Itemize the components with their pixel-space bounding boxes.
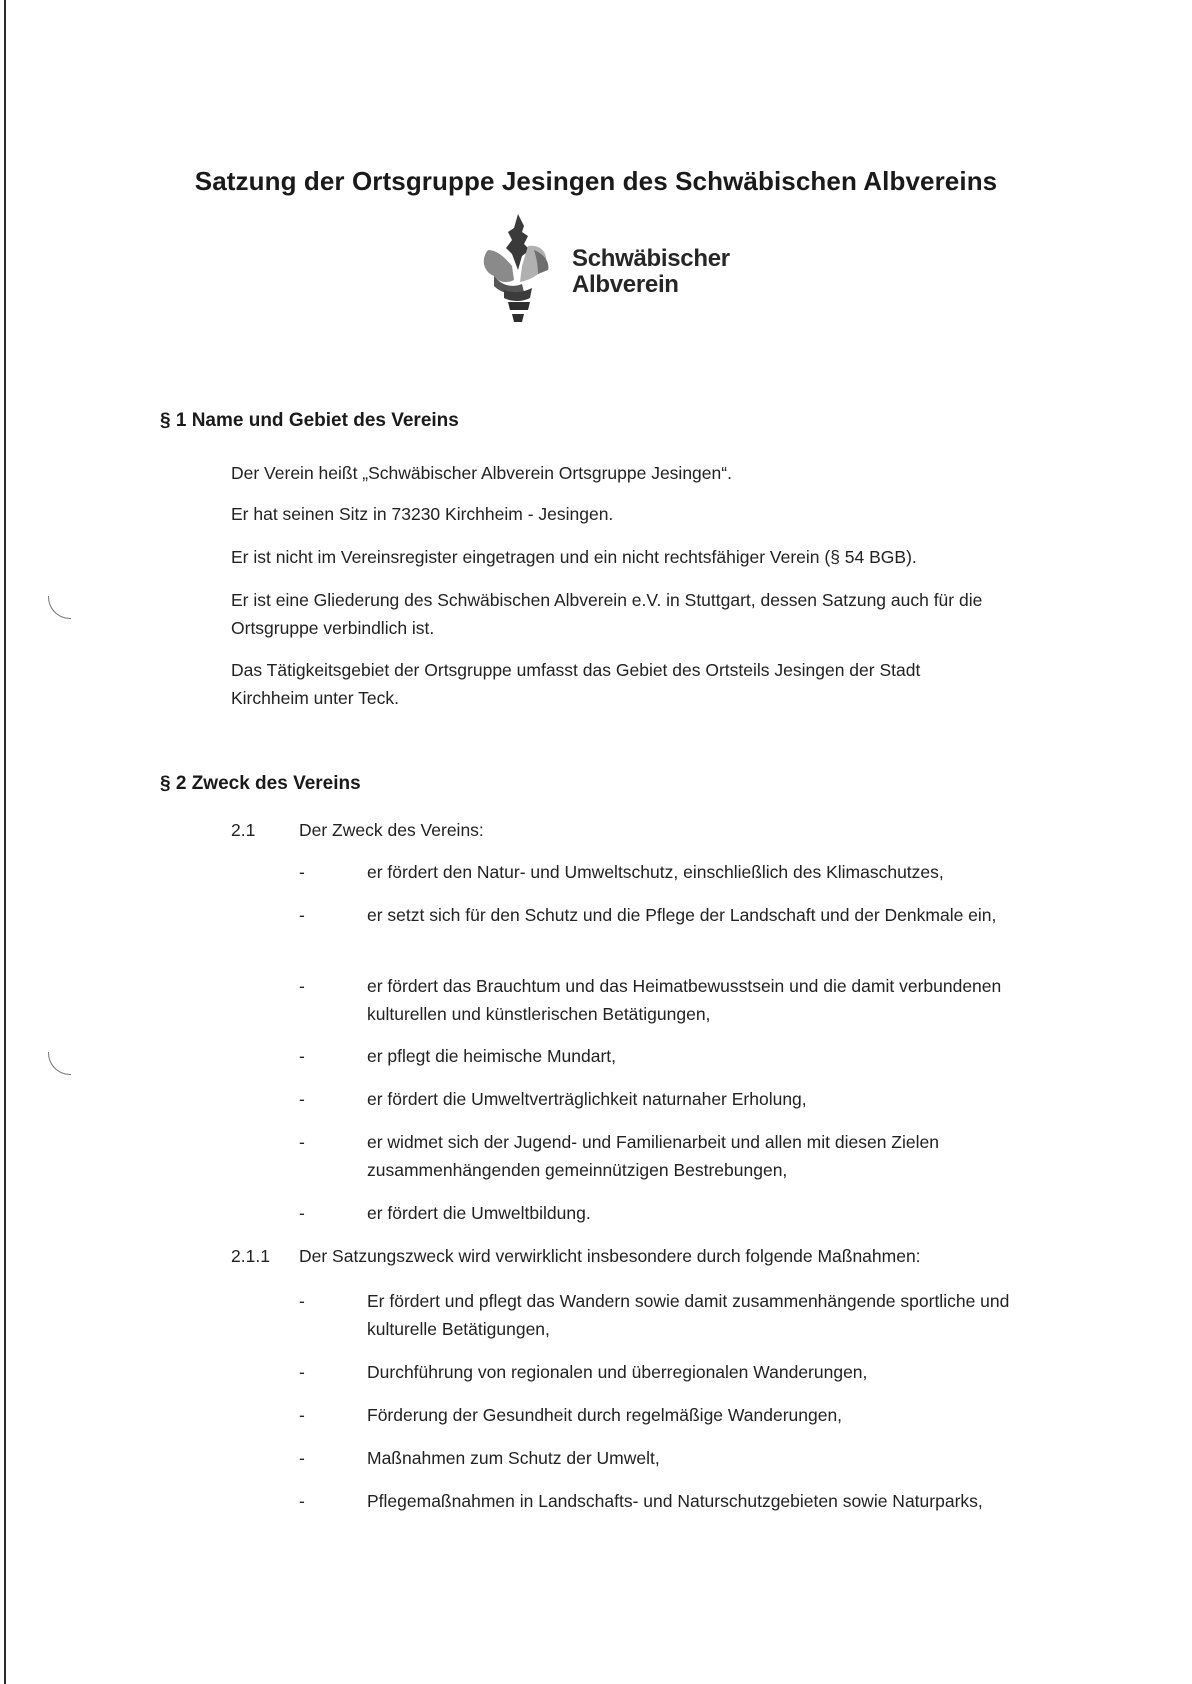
logo-text: [572, 246, 730, 298]
logo-line-1: Schwäbischer: [572, 245, 730, 272]
list-item: er fördert das Brauchtum und das Heimatbewusstsein und die damit verbundenen kulturellen und künstlerischen Betätigungen,: [367, 976, 1002, 1024]
logo-line-2: Albverein: [572, 271, 679, 298]
subsection-text: Der Satzungszweck wird verwirklicht insbesondere durch folgende Maßnahmen:: [299, 1246, 921, 1266]
subsection-text: Der Zweck des Vereins:: [299, 820, 484, 840]
bullet-dash: -: [299, 1405, 305, 1425]
list-item: er pflegt die heimische Mundart,: [367, 1046, 617, 1066]
bullet-dash: -: [299, 976, 305, 996]
list-item: er widmet sich der Jugend- und Familienarbeit und allen mit diesen Zielen zusammenhängenden gemeinnützigen Bestrebungen,: [367, 1132, 939, 1180]
scan-edge-line: [4, 0, 6, 1684]
section-1-paragraph: Er hat seinen Sitz in 73230 Kirchheim - Jesingen.: [231, 504, 614, 524]
section-1-paragraph: Er ist nicht im Vereinsregister eingetragen und ein nicht rechtsfähiger Verein (§ 54 BGB).: [231, 547, 917, 567]
subsection-number: 2.1: [231, 820, 256, 840]
albverein-logo: [478, 210, 738, 330]
list-item: Pflegemaßnahmen in Landschafts- und Naturschutzgebieten sowie Naturparks,: [367, 1491, 983, 1511]
section-2-heading: § 2 Zweck des Vereins: [160, 773, 361, 794]
bullet-dash: -: [299, 1491, 305, 1511]
list-item: Förderung der Gesundheit durch regelmäßige Wanderungen,: [367, 1405, 843, 1425]
bullet-dash: -: [299, 1362, 305, 1382]
document-title: Satzung der Ortsgruppe Jesingen des Schwäbischen Albvereins: [194, 166, 998, 196]
bullet-dash: -: [299, 1448, 305, 1468]
bullet-dash: -: [299, 1203, 305, 1223]
bullet-dash: -: [299, 1132, 305, 1152]
list-item: er fördert die Umweltbildung.: [367, 1203, 591, 1223]
bullet-dash: -: [299, 1046, 305, 1066]
list-item: er fördert die Umweltverträglichkeit naturnaher Erholung,: [367, 1089, 807, 1109]
bullet-dash: -: [299, 1291, 305, 1311]
section-1-paragraph: Er ist eine Gliederung des Schwäbischen Albverein e.V. in Stuttgart, dessen Satzung auch für die Ortsgruppe verbindlich ist.: [231, 590, 983, 638]
bullet-dash: -: [299, 862, 305, 882]
bullet-dash: -: [299, 905, 305, 925]
list-item: er setzt sich für den Schutz und die Pflege der Landschaft und der Denkmale ein,: [367, 905, 997, 925]
list-item: Er fördert und pflegt das Wandern sowie damit zusammenhängende sportliche und kulturelle Betätigungen,: [367, 1291, 1010, 1339]
section-1-paragraph: Der Verein heißt „Schwäbischer Albverein Ortsgruppe Jesingen“.: [231, 463, 732, 483]
section-1-paragraph: Das Tätigkeitsgebiet der Ortsgruppe umfasst das Gebiet des Ortsteils Jesingen der Stadt Kirchheim unter Teck.: [231, 660, 921, 708]
subsection-number: 2.1.1: [231, 1246, 270, 1266]
bullet-dash: -: [299, 1089, 305, 1109]
scan-artifact: [48, 1052, 71, 1075]
scan-artifact: [48, 596, 71, 619]
list-item: Maßnahmen zum Schutz der Umwelt,: [367, 1448, 660, 1468]
list-item: er fördert den Natur- und Umweltschutz, einschließlich des Klimaschutzes,: [367, 862, 944, 882]
list-item: Durchführung von regionalen und überregionalen Wanderungen,: [367, 1362, 868, 1382]
section-1-heading: § 1 Name und Gebiet des Vereins: [160, 410, 459, 431]
leaf-bouquet-logo-icon: [478, 210, 558, 330]
